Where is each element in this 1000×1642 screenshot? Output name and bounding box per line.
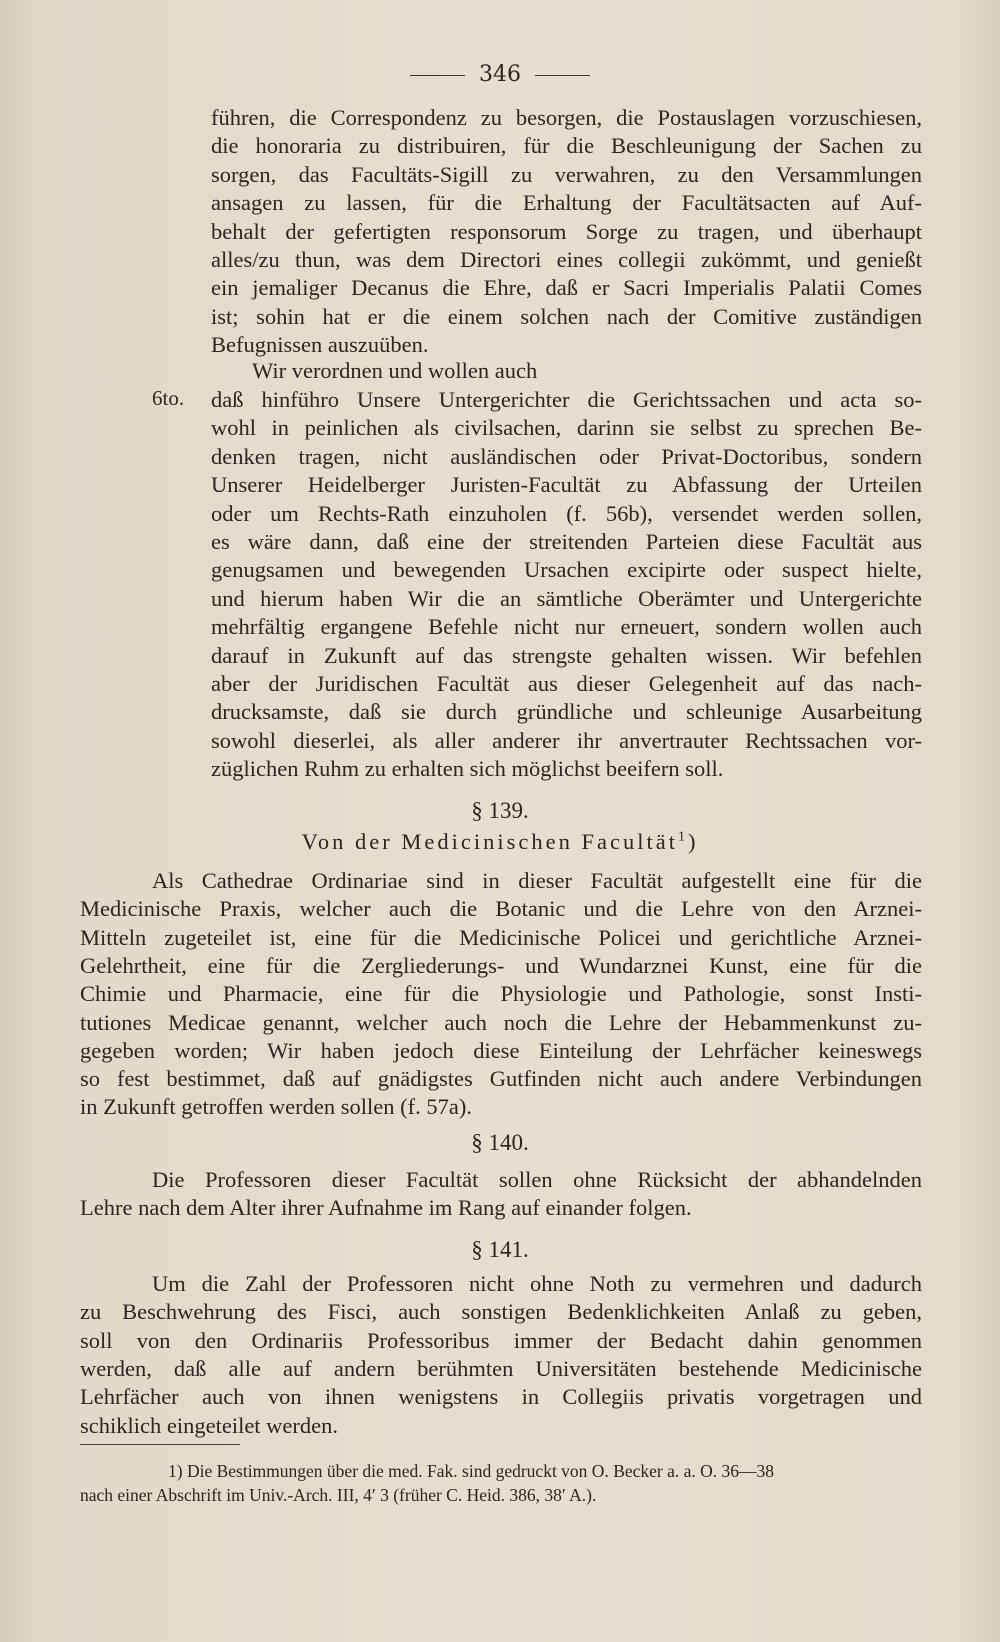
text-line: führen, die Correspondenz zu besorgen, die Postauslagen vorzuschiesen,	[211, 105, 922, 130]
text-line: so fest bestimmet, daß auf gnädigstes Gutfinden nicht auch andere Verbindungen	[80, 1066, 922, 1092]
section-140-number: § 140.	[471, 1130, 529, 1155]
section-139-number: § 139.	[471, 798, 529, 823]
page-header	[0, 62, 1000, 87]
footnote-marker: 1	[677, 829, 688, 845]
text-line: sowohl dieserlei, als aller anderer ihr anvertrauter Rechtssachen vor-	[211, 727, 922, 753]
text-line: genugsamen und bewegenden Ursachen excipirte oder suspect hielte,	[211, 557, 922, 583]
text-line: ein jemaliger Decanus die Ehre, daß er Sacri Imperialis Palatii Comes	[211, 275, 922, 301]
text-line: ansagen zu lassen, für die Erhaltung der Facultätsacten auf Auf-	[211, 190, 922, 216]
text-line: züglichen Ruhm zu erhalten sich möglichst beeifern soll.	[211, 756, 724, 782]
text-line: darauf in Zukunft auf das strengste gehalten wissen. Wir befehlen	[211, 642, 922, 668]
footnote-rule	[80, 1444, 240, 1445]
text-line: gegeben worden; Wir haben jedoch diese Einteilung der Lehrfächer keineswegs	[80, 1037, 922, 1063]
text-line: soll von den Ordinariis Professoribus immer der Bedacht dahin genommen	[80, 1327, 922, 1353]
text-line: aber der Juridischen Facultät aus dieser Gelegenheit auf das nach-	[211, 671, 922, 696]
text-line: Die Professoren dieser Facultät sollen ohne Rücksicht der abhandelnden	[152, 1167, 922, 1192]
header-rule-left	[410, 75, 465, 76]
text-line: Als Cathedrae Ordinariae sind in dieser Facultät aufgestellt eine für die	[152, 868, 922, 893]
text-line: drucksamste, daß sie durch gründliche und schleunige Ausarbeitung	[211, 699, 922, 725]
text-line: Medicinische Praxis, welcher auch die Botanic und die Lehre von den Arznei-	[80, 896, 922, 922]
text-line: Chimie und Pharmacie, eine für die Physiologie und Pathologie, sonst Insti-	[80, 981, 922, 1007]
footnote-line: nach einer Abschrift im Univ.-Arch. III, 4′ 3 (früher C. Heid. 386, 38′ A.).	[80, 1485, 597, 1505]
text-line: in Zukunft getroffen werden sollen (f. 57a).	[80, 1094, 472, 1120]
header-rule-right	[535, 75, 590, 76]
text-line: Lehrfächer auch von ihnen wenigstens in Collegiis privatis vorgetragen und	[80, 1384, 922, 1410]
text-line: Gelehrtheit, eine für die Zergliederungs- und Wundarznei Kunst, eine für die	[80, 952, 922, 978]
text-line: denken tragen, nicht ausländischen oder Privat-Doctoribus, sondern	[211, 443, 922, 469]
text-line: Befugnissen auszuüben.	[211, 332, 429, 358]
text-line: die honoraria zu distribuiren, für die Beschleunigung der Sachen zu	[211, 133, 922, 159]
text-line: werden, daß alle auf andern berühmten Universitäten bestehende Medicinische	[80, 1355, 922, 1381]
text-line: mehrfältig ergangene Befehle nicht nur erneuert, sondern wollen auch	[211, 614, 922, 640]
section-139-title: Von der Medicinischen Facultät$^1$)	[301, 829, 699, 854]
text-line: behalt der gefertigten responsorum Sorge zu tragen, und überhaupt	[211, 218, 922, 244]
paragraph-intro-line: Wir verordnen und wollen auch	[252, 358, 538, 383]
text-line: und hierum haben Wir die an sämtliche Oberämter und Untergerichte	[211, 585, 922, 611]
text-line: ist; sohin hat er die einem solchen nach der Comitive zuständigen	[211, 303, 922, 329]
text-line: Lehre nach dem Alter ihrer Aufnahme im Rang auf einander folgen.	[80, 1195, 692, 1221]
footnote-line: 1) Die Bestimmungen über die med. Fak. sind gedruckt von O. Becker a. a. O. 36—38	[168, 1461, 775, 1481]
page-number: 346	[479, 62, 521, 87]
text-line: tutiones Medicae genannt, welcher auch noch die Lehre der Hebammenkunst zu-	[80, 1009, 922, 1035]
text-line: zu Beschwehrung des Fisci, auch sonstigen Bedenklichkeiten Anlaß zu geben,	[80, 1299, 922, 1325]
margin-note: 6to.	[152, 386, 185, 410]
section-141-number: § 141.	[471, 1237, 529, 1262]
text-line: sorgen, das Facultäts-Sigill zu verwahren, zu den Versammlungen	[211, 161, 922, 187]
text-line: Mitteln zugeteilet ist, eine für die Medicinische Policei und gerichtliche Arznei-	[80, 924, 922, 950]
text-line: Um die Zahl der Professoren nicht ohne Noth zu vermehren und dadurch	[152, 1271, 922, 1296]
text-line: es wäre dann, daß eine der streitenden Parteien diese Facultät aus	[211, 529, 922, 554]
text-line: oder um Rechts-Rath einzuholen (f. 56b), versendet werden sollen,	[211, 500, 922, 526]
text-line: schiklich eingeteilet werden.	[80, 1412, 339, 1438]
text-line: daß hinführo Unsere Untergerichter die Gerichtssachen und acta so-	[211, 387, 922, 412]
section-139-title-text: Von der Medicinischen Facultät	[301, 829, 678, 854]
text-line: alles/zu thun, was dem Directori eines collegii zukömmt, und genießt	[211, 247, 922, 272]
text-line: Unserer Heidelberger Juristen-Facultät zu Abfassung der Urteilen	[211, 472, 922, 498]
text-line: wohl in peinlichen als civilsachen, darinn sie selbst zu sprechen Be-	[211, 415, 922, 441]
